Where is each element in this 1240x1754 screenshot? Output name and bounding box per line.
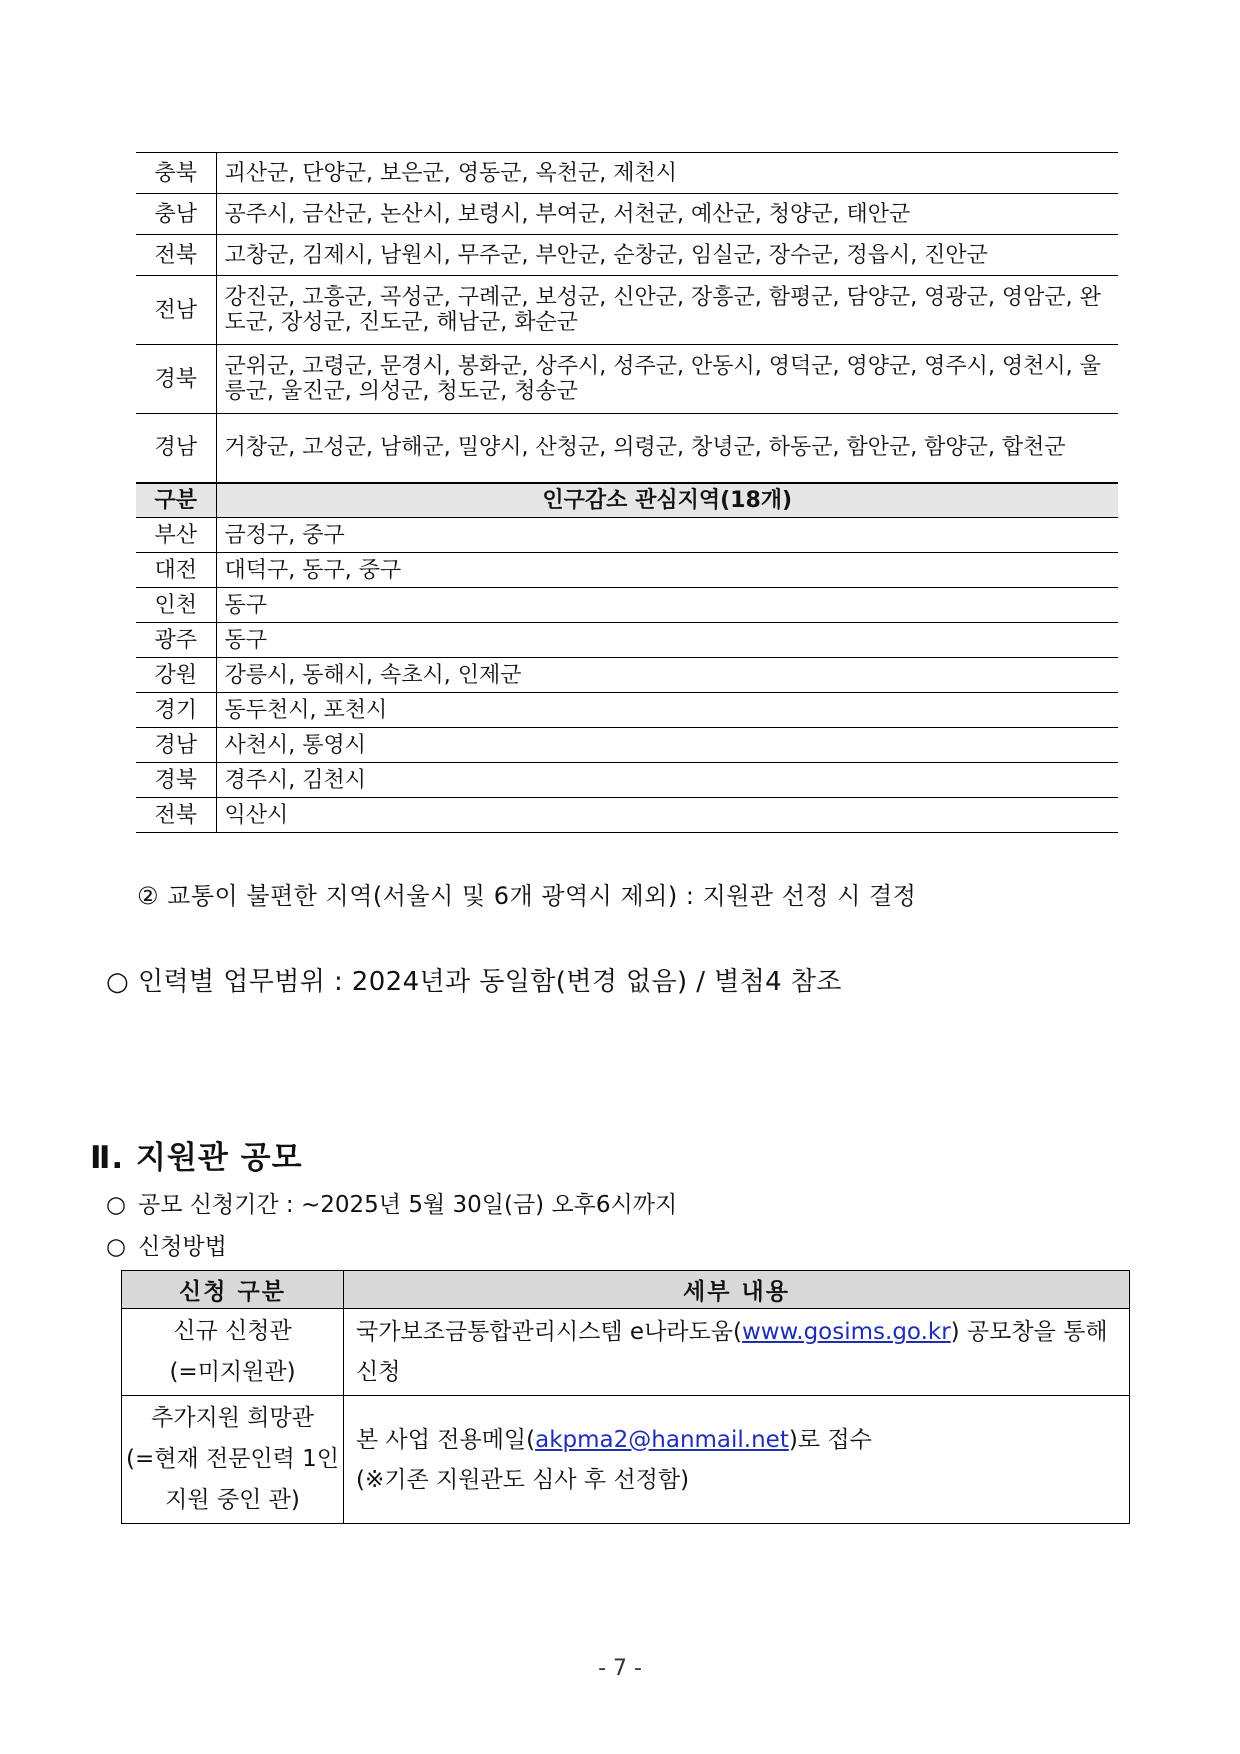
region-name: 강원 xyxy=(136,658,216,693)
category-line: 지원 중인 관) xyxy=(165,1487,300,1513)
page-number: - 7 - xyxy=(598,1656,642,1681)
region-row xyxy=(136,235,1118,276)
region-name: 경남 xyxy=(136,414,216,483)
region-list: 공주시, 금산군, 논산시, 보령시, 부여군, 서천군, 예산군, 청양군, 태안군 xyxy=(216,194,1118,235)
application-row xyxy=(122,1309,1130,1396)
region-name: 대전 xyxy=(136,553,216,588)
header-interest-regions: 인구감소 관심지역(18개) xyxy=(216,483,1118,518)
method-bullet xyxy=(106,1228,227,1261)
region-row xyxy=(136,763,1118,798)
region-row xyxy=(136,518,1118,553)
application-detail xyxy=(344,1396,1130,1524)
region-list: 괴산군, 단양군, 보은군, 영동군, 옥천군, 제천시 xyxy=(216,153,1118,194)
scope-bullet xyxy=(106,961,842,998)
header-application-type: 신청 구분 xyxy=(122,1271,344,1309)
period-text: 공모 신청기간 : ~2025년 5월 30일(금) 오후6시까지 xyxy=(138,1192,678,1218)
region-list: 강진군, 고흥군, 곡성군, 구례군, 보성군, 신안군, 장흥군, 함평군, 담양군, 영광군, 영암군, 완도군, 장성군, 진도군, 해남군, 화순군 xyxy=(216,276,1118,345)
region-row xyxy=(136,693,1118,728)
region-name: 경기 xyxy=(136,693,216,728)
region-table xyxy=(136,152,1118,833)
region-name: 인천 xyxy=(136,588,216,623)
region-name: 충북 xyxy=(136,153,216,194)
region-name: 광주 xyxy=(136,623,216,658)
scope-text: 인력별 업무범위 : 2024년과 동일함(변경 없음) / 별첨4 참조 xyxy=(138,967,842,997)
region-name: 경남 xyxy=(136,728,216,763)
region-list: 경주시, 김천시 xyxy=(216,763,1118,798)
detail-note: (※기존 지원관도 심사 후 선정함) xyxy=(356,1466,690,1493)
region-row xyxy=(136,153,1118,194)
region-name: 경북 xyxy=(136,345,216,414)
region-list: 강릉시, 동해시, 속초시, 인제군 xyxy=(216,658,1118,693)
region-name: 부산 xyxy=(136,518,216,553)
email-link[interactable]: akpma2@hanmail.net xyxy=(535,1426,789,1453)
period-bullet xyxy=(106,1186,677,1219)
region-list: 익산시 xyxy=(216,798,1118,833)
bullet-circle-icon: ○ xyxy=(106,1192,127,1218)
detail-line xyxy=(356,1420,1117,1460)
region-row xyxy=(136,798,1118,833)
header-details: 세부 내용 xyxy=(344,1271,1130,1309)
application-table xyxy=(121,1270,1130,1524)
transport-note: ② 교통이 불편한 지역(서울시 및 6개 광역시 제외) : 지원관 선정 시 결정 xyxy=(137,882,917,910)
category-line: (=미지원관) xyxy=(169,1359,296,1385)
region-list: 군위군, 고령군, 문경시, 봉화군, 상주시, 성주군, 안동시, 영덕군, 영양군, 영주시, 영천시, 울릉군, 울진군, 의성군, 청도군, 청송군 xyxy=(216,345,1118,414)
region-list: 금정구, 중구 xyxy=(216,518,1118,553)
region-list: 고창군, 김제시, 남원시, 무주군, 부안군, 순창군, 임실군, 장수군, 정읍시, 진안군 xyxy=(216,235,1118,276)
detail-text: 본 사업 전용메일( xyxy=(356,1426,536,1453)
region-table-header xyxy=(136,483,1118,518)
region-row xyxy=(136,345,1118,414)
region-list: 거창군, 고성군, 남해군, 밀양시, 산청군, 의령군, 창녕군, 하동군, 함안군, 함양군, 합천군 xyxy=(216,414,1118,483)
application-row xyxy=(122,1396,1130,1524)
region-list: 동구 xyxy=(216,588,1118,623)
category-line: (=현재 전문인력 1인 xyxy=(125,1446,340,1472)
detail-text: ) 공모창을 통해 신청 xyxy=(356,1319,1108,1385)
category-line: 신규 신청관 xyxy=(173,1318,292,1344)
region-name: 경북 xyxy=(136,763,216,798)
region-list: 대덕구, 동구, 중구 xyxy=(216,553,1118,588)
region-row xyxy=(136,588,1118,623)
method-text: 신청방법 xyxy=(138,1234,227,1260)
region-list: 동두천시, 포천시 xyxy=(216,693,1118,728)
region-row xyxy=(136,728,1118,763)
region-row xyxy=(136,276,1118,345)
header-category: 구분 xyxy=(136,483,216,518)
region-list: 동구 xyxy=(216,623,1118,658)
application-category xyxy=(122,1309,344,1396)
region-row xyxy=(136,658,1118,693)
region-name: 전북 xyxy=(136,798,216,833)
section-title: Ⅱ. 지원관 공모 xyxy=(90,1140,303,1176)
detail-text: )로 접수 xyxy=(788,1426,872,1453)
bullet-circle-icon: ○ xyxy=(106,967,130,997)
application-table-header xyxy=(122,1271,1130,1309)
gosims-link[interactable]: www.gosims.go.kr xyxy=(741,1319,951,1345)
bullet-circle-icon: ○ xyxy=(106,1234,127,1260)
region-name: 충남 xyxy=(136,194,216,235)
region-name: 전남 xyxy=(136,276,216,345)
region-list: 사천시, 통영시 xyxy=(216,728,1118,763)
region-name: 전북 xyxy=(136,235,216,276)
detail-text: 국가보조금통합관리시스템 e나라도움( xyxy=(356,1319,742,1345)
region-row xyxy=(136,553,1118,588)
region-row xyxy=(136,414,1118,483)
application-detail xyxy=(344,1309,1130,1396)
application-category xyxy=(122,1396,344,1524)
region-row xyxy=(136,194,1118,235)
region-row xyxy=(136,623,1118,658)
category-line: 추가지원 희망관 xyxy=(151,1405,314,1431)
